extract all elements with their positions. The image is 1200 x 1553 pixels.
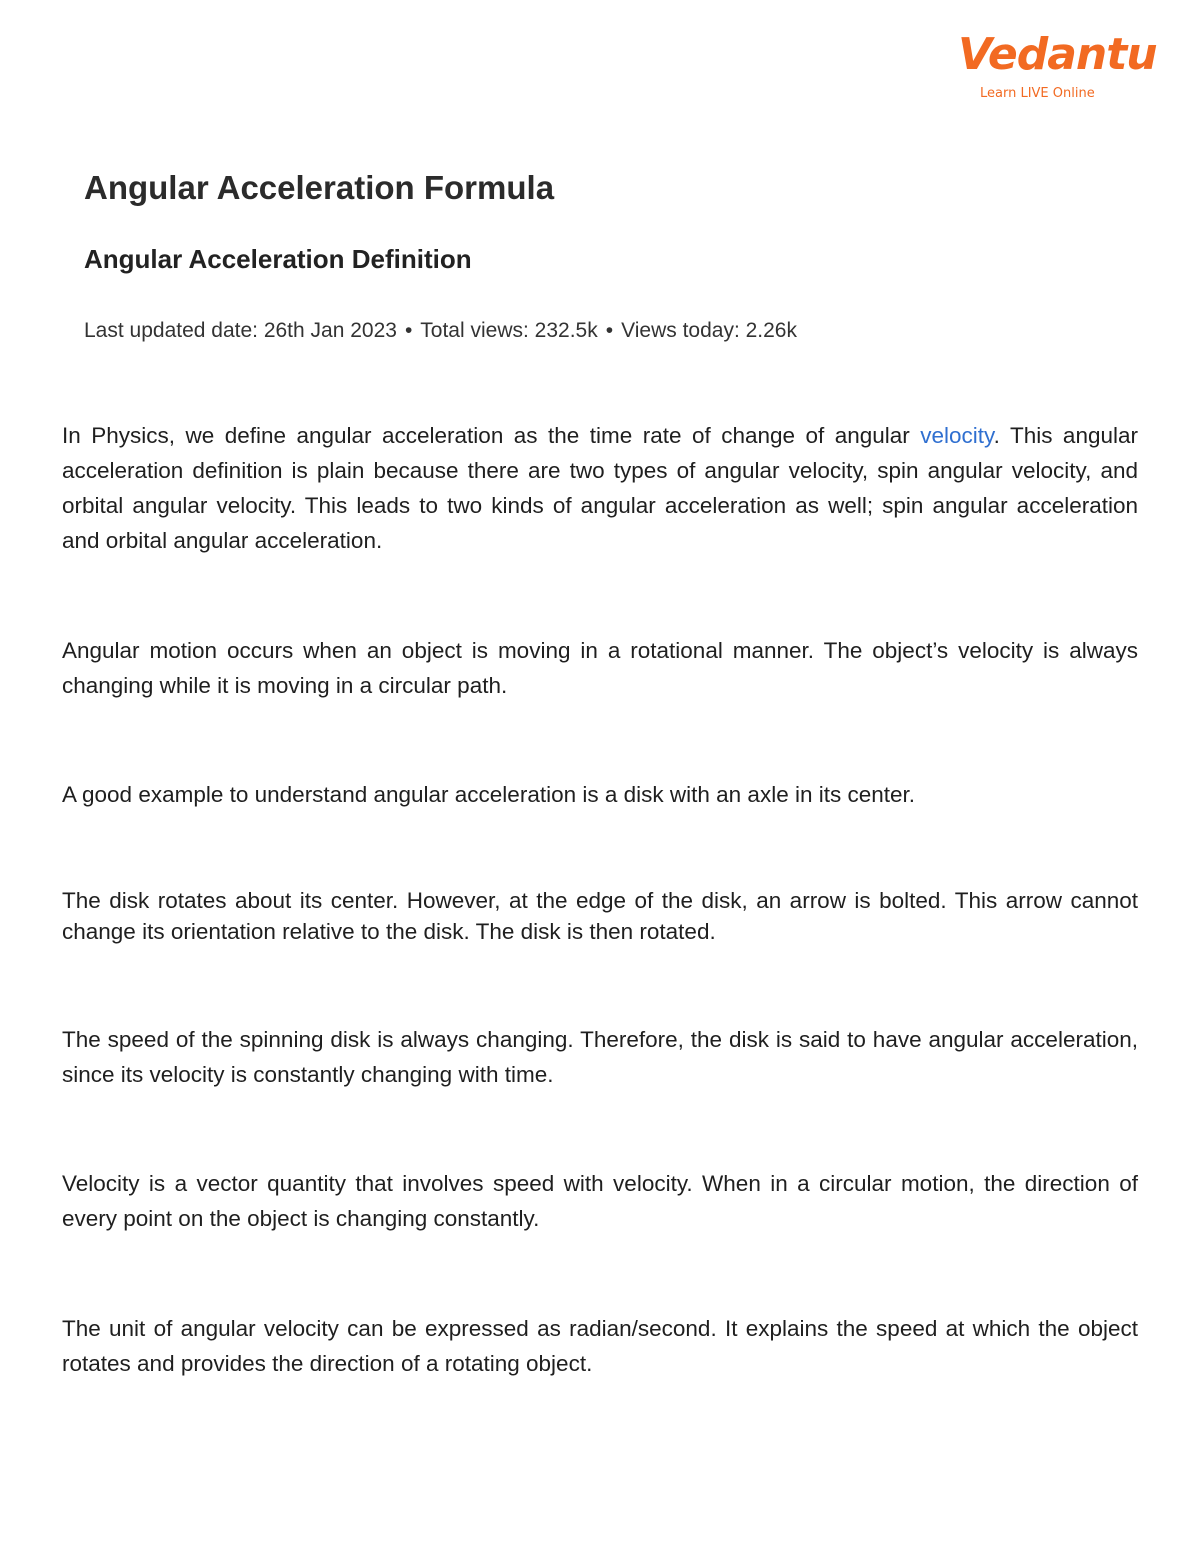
section-subtitle: Angular Acceleration Definition <box>84 244 472 274</box>
paragraph-spinning-disk: The speed of the spinning disk is always changing. Therefore, the disk is said to have angular acceleration, since its velocity is constantly changing with time. <box>62 1027 1138 1087</box>
paragraph-text: In Physics, we define angular acceleration as the time rate of change of angular <box>62 423 921 448</box>
page-title: Angular Acceleration Formula <box>84 169 555 206</box>
logo-wordmark: Vedantu <box>958 29 1157 80</box>
paragraph-example: A good example to understand angular acceleration is a disk with an axle in its center. <box>62 782 916 807</box>
paragraph-text: . This angular acceleration definition is plain because there are two types of angular velocity, spin angular velocity, and orbital angular velocity. This leads to two kinds of angular acceleration as well; spin angular acceleration and orbital angular acceleration. <box>62 423 1138 553</box>
logo-tagline: Learn LIVE Online <box>980 86 1095 101</box>
meta-separator: • <box>404 319 413 342</box>
paragraph-unit: The unit of angular velocity can be expressed as radian/second. It explains the speed at which the object rotates and provides the direction of a rotating object. <box>62 1316 1138 1376</box>
meta-separator: • <box>605 319 614 342</box>
paragraph-angular-motion: Angular motion occurs when an object is moving in a rotational manner. The object’s velocity is always changing while it is moving in a circular path. <box>62 638 1138 698</box>
views-today: Views today: 2.26k <box>621 319 797 342</box>
article-meta <box>84 316 797 346</box>
total-views: Total views: 232.5k <box>420 319 598 342</box>
vedantu-logo <box>958 29 1157 110</box>
last-updated-date: Last updated date: 26th Jan 2023 <box>84 319 397 342</box>
velocity-link[interactable]: velocity <box>920 423 994 448</box>
paragraph-disk-rotation: The disk rotates about its center. However, at the edge of the disk, an arrow is bolted. This arrow cannot change its orientation relative to the disk. The disk is then rotated. <box>62 888 1138 944</box>
paragraph-vector-quantity: Velocity is a vector quantity that involves speed with velocity. When in a circular motion, the direction of every point on the object is changing constantly. <box>62 1171 1138 1231</box>
paragraph-definition <box>62 418 1138 558</box>
